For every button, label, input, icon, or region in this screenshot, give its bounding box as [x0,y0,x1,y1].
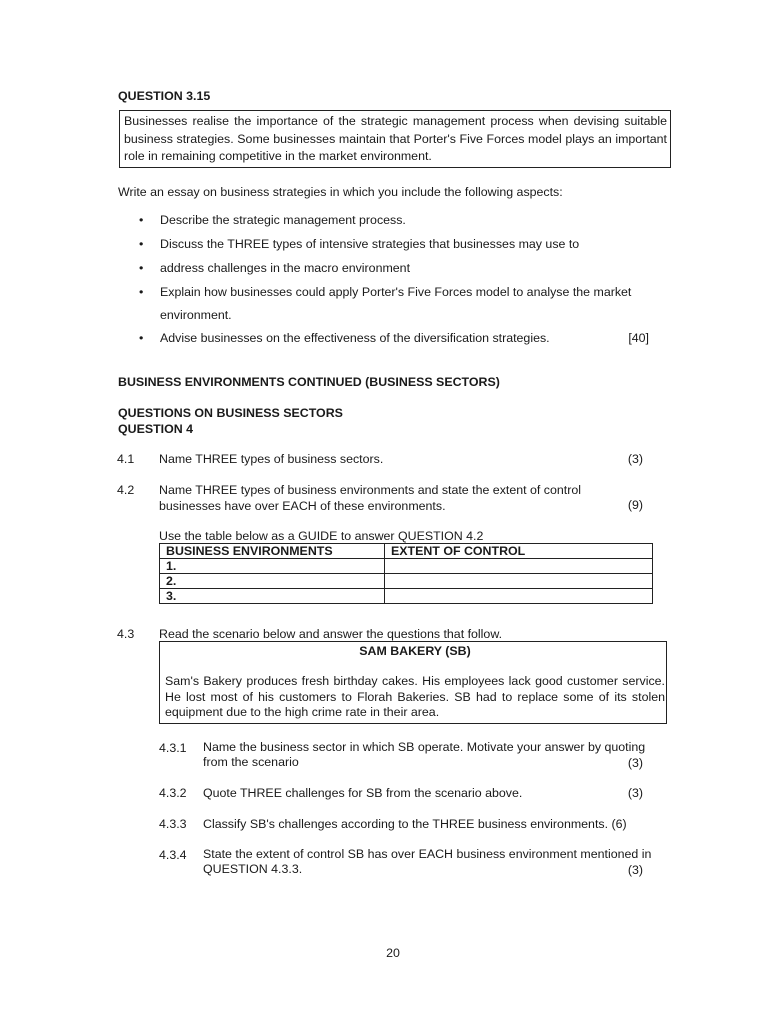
essay-instruction: Write an essay on business strategies in which you include the following aspects: [118,185,563,199]
question-number: 4.3.1 [159,741,187,755]
question-4-2 [117,482,657,514]
list-item: • Advise businesses on the effectiveness of the diversification strategies. [40] [139,326,679,350]
list-item: • Explain how businesses could apply Porter's Five Forces model to analyse the market environment. [139,280,679,326]
table-cell: 2. [160,574,385,589]
question-number: 4.3 [117,627,135,641]
table-cell [385,574,653,589]
table-header-cell: EXTENT OF CONTROL [385,544,653,559]
question-text: Name THREE types of business sectors. [159,452,384,466]
question-4-3-1 [159,740,669,772]
list-item: • Describe the strategic management process. [139,208,679,232]
list-item: • address challenges in the macro environment [139,256,679,280]
scenario-title: SAM BAKERY (SB) [359,644,471,658]
list-item: • Discuss the THREE types of intensive strategies that businesses may use to [139,232,679,256]
bullet-dot-icon: • [139,237,144,251]
question-marks: (3) [627,786,643,800]
question-number: 4.1 [117,452,135,466]
question-number: 4.3.2 [159,786,187,800]
question-4-heading: QUESTION 4 [118,422,194,436]
question-number: 4.2 [117,483,135,497]
section-heading: BUSINESS ENVIRONMENTS CONTINUED (BUSINESS SECTORS) [118,375,500,389]
question-marks: (3) [627,756,643,770]
table-cell [385,589,653,604]
table-row [160,589,653,604]
table-row [160,574,653,589]
table-header-cell: BUSINESS ENVIRONMENTS [160,544,385,559]
question-text: Read the scenario below and answer the questions that follow. [159,627,503,641]
question-number: 4.3.3 [159,817,187,831]
sub-heading: QUESTIONS ON BUSINESS SECTORS [118,406,343,420]
question-text: Classify SB's challenges according to the THREE business environments. (6) [203,817,627,831]
question-marks: (3) [627,863,643,877]
question-4-1 [117,451,657,467]
question-text: Name THREE types of business environments and state the extent of control businesses have over EACH of these environments. [159,483,581,513]
question-text: State the extent of control SB has over EACH business environment mentioned in QUESTION 4.3.3. [203,847,652,876]
table-row [160,559,653,574]
guide-table [159,543,653,604]
guide-instruction: Use the table below as a GUIDE to answer QUESTION 4.2 [159,529,484,543]
question-text: Name the business sector in which SB operate. Motivate your answer by quoting from the scenario [203,740,646,769]
table-header-row [160,544,653,559]
list-item-continuation: environment. [160,308,232,322]
question-4-3-2 [159,785,669,801]
bullet-dot-icon: • [139,285,144,299]
table-cell [385,559,653,574]
question-text: Quote THREE challenges for SB from the scenario above. [203,786,523,800]
question-marks: (9) [627,498,643,512]
question-3-15-heading: QUESTION 3.15 [118,89,211,103]
bullet-dot-icon: • [139,331,144,345]
question-3-15-context-box: Businesses realise the importance of the strategic management process when devising suitable business strategies. Some businesses maintain that Porter's Five Forces model plays an important role in remaining competitive in the market environment. [119,110,671,168]
table-cell: 1. [160,559,385,574]
question-4-3-4 [159,847,669,879]
question-4-3-3 [159,816,669,832]
question-number: 4.3.4 [159,848,187,862]
scenario-text: Sam's Bakery produces fresh birthday cakes. His employees lack good customer service. He lost most of his customers to Florah Bakeries. SB had to replace some of its stolen equipment due to the high crime rate in their area. [165,674,665,719]
bullet-dot-icon: • [139,213,144,227]
total-marks: [40] [628,331,649,345]
table-cell: 3. [160,589,385,604]
scenario-box [159,641,667,724]
question-marks: (3) [627,452,643,466]
essay-aspects-list [139,208,679,350]
question-4-3 [117,626,657,642]
bullet-dot-icon: • [139,261,144,275]
page-number: 20 [386,946,400,960]
